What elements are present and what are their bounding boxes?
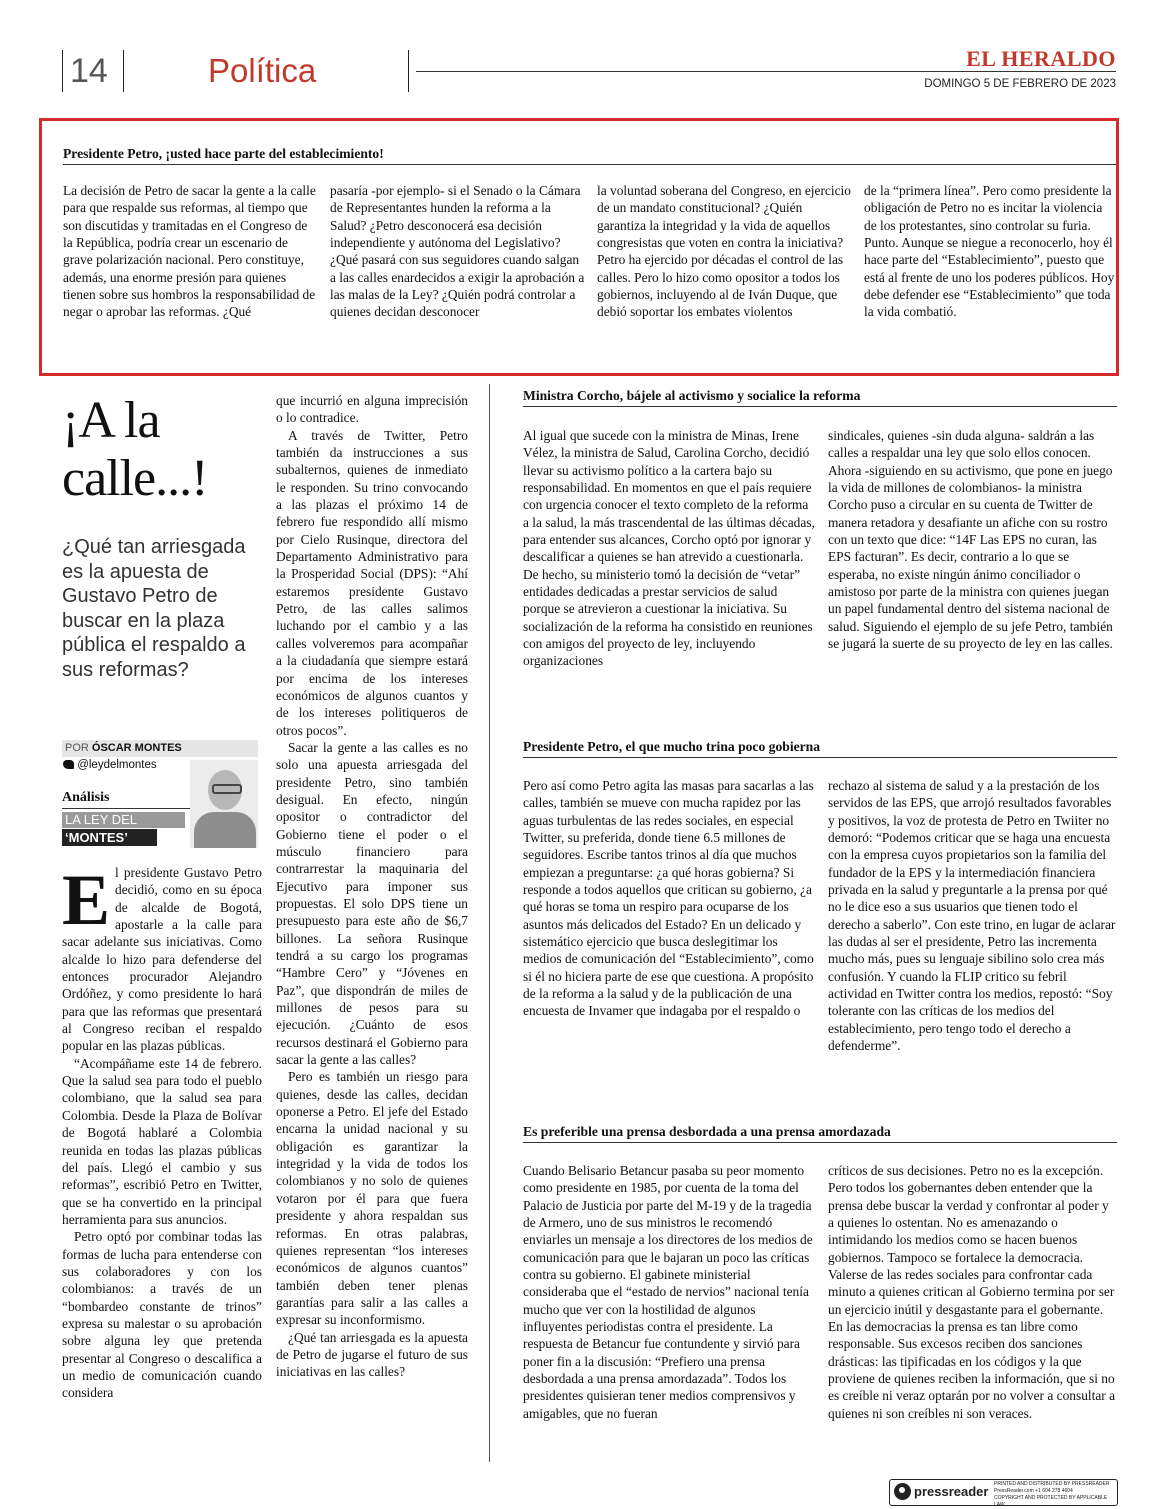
section-2-left: Pero así como Petro agita las masas para sacarlas a las calles, también se mueve con mucha rapidez por las aguas turbulentas de las redes sociales, en especial Twitter, su preferida, donde tiene 6.5 millones de seguidores. Escribe tantos trinos al día que muchos empiezan a preguntarse: ¿a qué horas gobierna? Si responde a todos aquellos que critican su gobierno, ¿a qué horas se toma un respiro para ocuparse de los asuntos más delicados del Estado? En un delicado y sistemático ejercicio que busca deslegitimar los medios de comunicación del “Establecimiento”, como si él no hiciera parte de ese que cuestiona. A propósito de la reforma a la salud y de la publicación de una encuesta de Invamer que indagaba por el respaldo o	[523, 778, 814, 1019]
main-col2-para-4: Pero es también un riesgo para quienes, desde las calles, decidan oponerse a Petro. El jefe del Estado encarna la unidad nacional y su obligación es garantizar la integridad y la vida de todos los colombianos y no solo de quienes votaron por él para que fuera presidente y ahora respaldan sus reformas. En otras palabras, quienes representan “los intereses económicos de algunos cuantos” también deben tener plenas garantías para salir a las calles a expresar su inconformismo.	[276, 1069, 468, 1328]
byline-prefix: POR	[65, 742, 89, 754]
main-col1-para-2: “Acompáñame este 14 de febrero. Que la salud sea para todo el pueblo colombiano, que la salud sea para Colombia. Desde la Plaza de Bolívar de Bogotá hablaré a Colombia reunida en todas las plazas públicas del país. Llegó el cambio y sus reformas”, escribió Petro en Twitter, que se ha convertido en la principal herramienta para sus anuncios.	[62, 1055, 262, 1227]
main-col1-para-3: Petro optó por combinar todas las formas de lucha para entenderse con sus colaboradores y con los colombianos: a través de un “bombardeo constante de trinos” expresa su malestar o su aprobación sobre alguna ley que pretenda presentar al Congreso o descalifica a un medio de comunicación cuando considera	[62, 1229, 262, 1401]
pressreader-brand: pressreader	[914, 1484, 989, 1499]
section-3-left: Cuando Belisario Betancur pasaba su peor momento como presidente en 1985, por cuenta de la toma del Palacio de Justicia por parte del M-19 y de la tragedia de Armero, uno de sus ministros le recomendó enviarles un mensaje a los directores de los medios de comunicación para que le bajaran un poco las críticas contra su gobierno. El gabinete ministerial consideraba que el “estado de nervios” nacional tenía mucho que ver con la hostilidad de algunos influyentes periodistas contra el presidente. La respuesta de Betancur fue contundente y sirvió para poner fin a la discusión: “Prefiero una prensa desbordada a una prensa amordazada”. Todos los presidentes quisieran tener medios comprensivos y amigables, que no fueran	[523, 1163, 813, 1421]
drop-cap: E	[62, 860, 111, 940]
byline-author: ÓSCAR MONTES	[91, 742, 182, 754]
byline-block	[62, 740, 258, 850]
column-divider	[489, 384, 490, 1462]
pressreader-legal-line-2: PressReader.com +1 604 278 4604	[994, 1488, 1073, 1494]
pressreader-badge[interactable]	[889, 1479, 1118, 1506]
pressreader-legal-line-3: COPYRIGHT AND PROTECTED BY APPLICABLE LAW	[994, 1495, 1108, 1508]
main-subhead: ¿Qué tan arriesgada es la apuesta de Gustavo Petro de buscar en la plaza pública el respaldo a sus reformas?	[62, 536, 246, 681]
page-number: 14	[70, 52, 108, 90]
kicker: Análisis	[62, 790, 110, 805]
date-line: DOMINGO 5 DE FEBRERO DE 2023	[924, 78, 1116, 90]
header-rule-mid	[123, 50, 124, 92]
section-1-right: sindicales, quienes -sin duda alguna- saldrán a las calles a respaldar una ley que solo ellos conocen. Ahora -siguiendo en su activismo, que pone en juego la vida de millones de colombianos- la ministra Corcho puso a circular en su cuenta de Twitter de manera retadora y desafiante un afiche con su rostro con un texto que dice: “14F Las EPS no curan, las EPS facturan”. Es decir, contrario a lo que se esperaba, no existe ningún ánimo conciliador o amistoso por parte de la ministra con quienes juegan un papel fundamental dentro del sistema nacional de salud. Siguiendo el ejemplo de su jefe Petro, también se jugará la suerte de su proyecto de ley en las calles.	[828, 428, 1113, 652]
portrait-body-shape	[194, 812, 256, 848]
editorial-box	[39, 118, 1119, 376]
box-col-4: de la “primera línea”. Pero como presidente la obligación de Petro no es incitar la violencia de los protestantes, sino controlar su furia. Punto. Aunque se niegue a reconocerlo, hoy él hace parte del “Establecimiento”, puesto que está al frente de uno los poderes públicos. Hoy debe defender ese “Establecimiento” que toda la vida combatió.	[864, 183, 1115, 320]
header-rule-right	[408, 50, 409, 92]
pressreader-logo-dot	[899, 1487, 905, 1493]
section-1-left: Al igual que sucede con la ministra de Minas, Irene Vélez, la ministra de Salud, Carolina Corcho, decidió llevar su activismo político a la cartera bajo su responsabilidad. En momentos en que el país requiere con urgencia conocer el texto completo de la reforma a la salud, la más trascendental de las últimas décadas, para entender sus alcances, Corcho optó por ignorar y descalificar a quienes se han atrevido a cuestionarla. De hecho, su ministerio tomó la decisión de “vetar” entidades dedicadas a prestar servicios de salud porque se atrevieron a cuestionar la iniciativa. Su socialización de la reforma ha consistido en reuniones con amigos del proyecto de ley, incluyendo organizaciones	[523, 428, 815, 669]
main-col-1	[62, 860, 262, 1402]
pressreader-legal	[994, 1481, 1115, 1509]
column-name-line-1: LA LEY DEL	[62, 812, 185, 828]
section-3-title: Es preferible una prensa desbordada a una prensa amordazada	[523, 1124, 1117, 1143]
masthead: EL HERALDO	[966, 46, 1116, 71]
section-2-right: rechazo al sistema de salud y a la prestación de los servidos de las EPS, que arrojó resultados favorables y positivos, la voz de protesta de Petro en Twiiter no demoró: “Podemos criticar que se haga una encuesta con la empresa cuyos propietarios son la familia del fundador de la EPS y la intermediación financiera privada en la salud y preguntarle a la prensa por qué no le dice eso a sus usuarios que tienen todo el derecho a saberlo”. Con este trino, en lugar de aclarar las dudas al ser el presidente, Petro las incrementa mucho más, pues su lenguaje sibilino solo crea más confusión. Y cuando la FLIP critico su febril actividad en Twitter contra los medios, repostó: “Soy tolerante con las críticas de los medios del establecimiento, pero tengo todo el derecho a defenderme”.	[828, 778, 1116, 1054]
main-col-2	[276, 392, 468, 1381]
box-col-3: la voluntad soberana del Congreso, en ejercicio de un mandato constitucional? ¿Quién garantiza la integridad y la vida de aquellos congresistas que voten en contra la iniciativa? Petro ha ejercido por décadas el control de las calles. Pero lo hizo como opositor a todos los gobiernos, incluyendo al de Iván Duque, que debió soportar los embates violentos	[597, 183, 851, 320]
main-col2-para-5: ¿Qué tan arriesgada es la apuesta de Petro de jugarse el futuro de sus iniciativas en las calles?	[276, 1329, 468, 1380]
box-col-1: La decisión de Petro de sacar la gente a la calle para que respalde sus reformas, al tiempo que son discutidas y tramitadas en el Congreso de la República, podría crear un escenario de grave polarización nacional. Pero constituye, además, una enorme presión para quienes tienen sobre sus hombros la responsabilidad de negar o aprobar las reformas. ¿Qué	[63, 183, 316, 320]
main-col2-para-3: Sacar la gente a las calles es no solo una apuesta arriesgada del presidente Petro, sino también desigual. En efecto, ningún opositor o contradictor del Gobierno tiene el poder o el músculo financiero para contrarrestar la maquinaria del Ejecutivo para imponer sus propuestas. El solo DPS tiene un presupuesto para este año de $6,7 billones. La señora Rusinque tendrá a su cargo los programas “Hambre Cero” y “Jóvenes en Paz”, que dispondrán de miles de millones de pesos para su ejecución. ¿Cuánto de esos recursos destinará el Gobierno para sacar la gente a las calles?	[276, 739, 468, 1068]
main-col2-para-1: que incurrió en alguna imprecisión o lo contradice.	[276, 393, 468, 426]
section-2-title: Presidente Petro, el que mucho trina poco gobierna	[523, 739, 1117, 758]
header-rule-left	[62, 50, 63, 92]
section-title: Política	[208, 52, 317, 89]
column-name-line-2: ‘MONTES’	[62, 829, 157, 846]
box-title: Presidente Petro, ¡usted hace parte del establecimiento!	[63, 146, 1116, 165]
twitter-handle-row[interactable]	[63, 759, 157, 771]
twitter-bird-icon	[63, 760, 74, 769]
twitter-handle[interactable]: @leydelmontes	[77, 759, 157, 771]
main-col2-para-2: A través de Twitter, Petro también da instrucciones a sus subalternos, quienes de inmediato le responden. Su trino convocando a las plazas el próximo 14 de febrero fue respondido allí mismo por Cielo Rusinque, directora del Departamento Administrativo para la Prosperidad Social (DPS): “Ahí estaremos presidente Gustavo Petro, de las calles salimos luchando por el cambio y a las calles volveremos para acompañar a la ciudadanía que siempre estará por encima de los intereses económicos de algunos cuantos y de los intereses politiqueros de otros pocos”.	[276, 427, 468, 738]
author-portrait	[190, 760, 258, 848]
section-1-title: Ministra Corcho, bájele al activismo y socialice la reforma	[523, 388, 1117, 407]
byline	[65, 742, 182, 754]
box-col-2: pasaría -por ejemplo- si el Senado o la Cámara de Representantes hunden la reforma a la Salud? ¿Petro desconocerá esa decisión independiente y autónoma del Legislativo? ¿Qué pasará con sus seguidores cuando salgan a las calles enardecidos a exigir la aprobación a las malas de la Ley? ¿Quién podrá controlar a quienes decidan desconocer	[330, 183, 585, 320]
main-col1-para-1: l presidente Gustavo Petro decidió, como en su época de alcalde de Bogotá, apostarle a la calle para sacar adelante sus iniciativas. Como alcalde lo hizo para defenderse del entonces procurador Alejandro Ordóñez, y como presidente lo hará para que las reformas que presentará al Congreso reciban el respaldo popular en las plazas públicas.	[62, 865, 262, 1054]
portrait-glasses-icon	[212, 784, 242, 794]
pressreader-legal-line-1: PRINTED AND DISTRIBUTED BY PRESSREADER	[994, 1481, 1110, 1487]
main-headline: ¡A la calle...!	[62, 392, 208, 507]
pressreader-logo-icon	[894, 1483, 911, 1500]
section-3-right: críticos de sus decisiones. Petro no es la excepción. Pero todos los gobernantes deben entender que la prensa debe buscar la verdad y confrontar al poder y a quienes lo ostentan. No es amenazando o intimidando los medios como se hacen buenos gobiernos. Tampoco se fortalece la democracia. Valerse de las redes sociales para confrontar cada minuto a quienes critican al Gobierno termina por ser un ejercicio inútil y desgastante para el gobernante. En las democracias la prensa es tan libre como responsable. Sus excesos reciben dos sanciones drásticas: las tipificadas en los códigos y la que proviene de quienes reciben la información, que si no es creíble ni veraz optarán por no volver a consultar a quienes ni son creíbles ni son veraces.	[828, 1163, 1116, 1421]
